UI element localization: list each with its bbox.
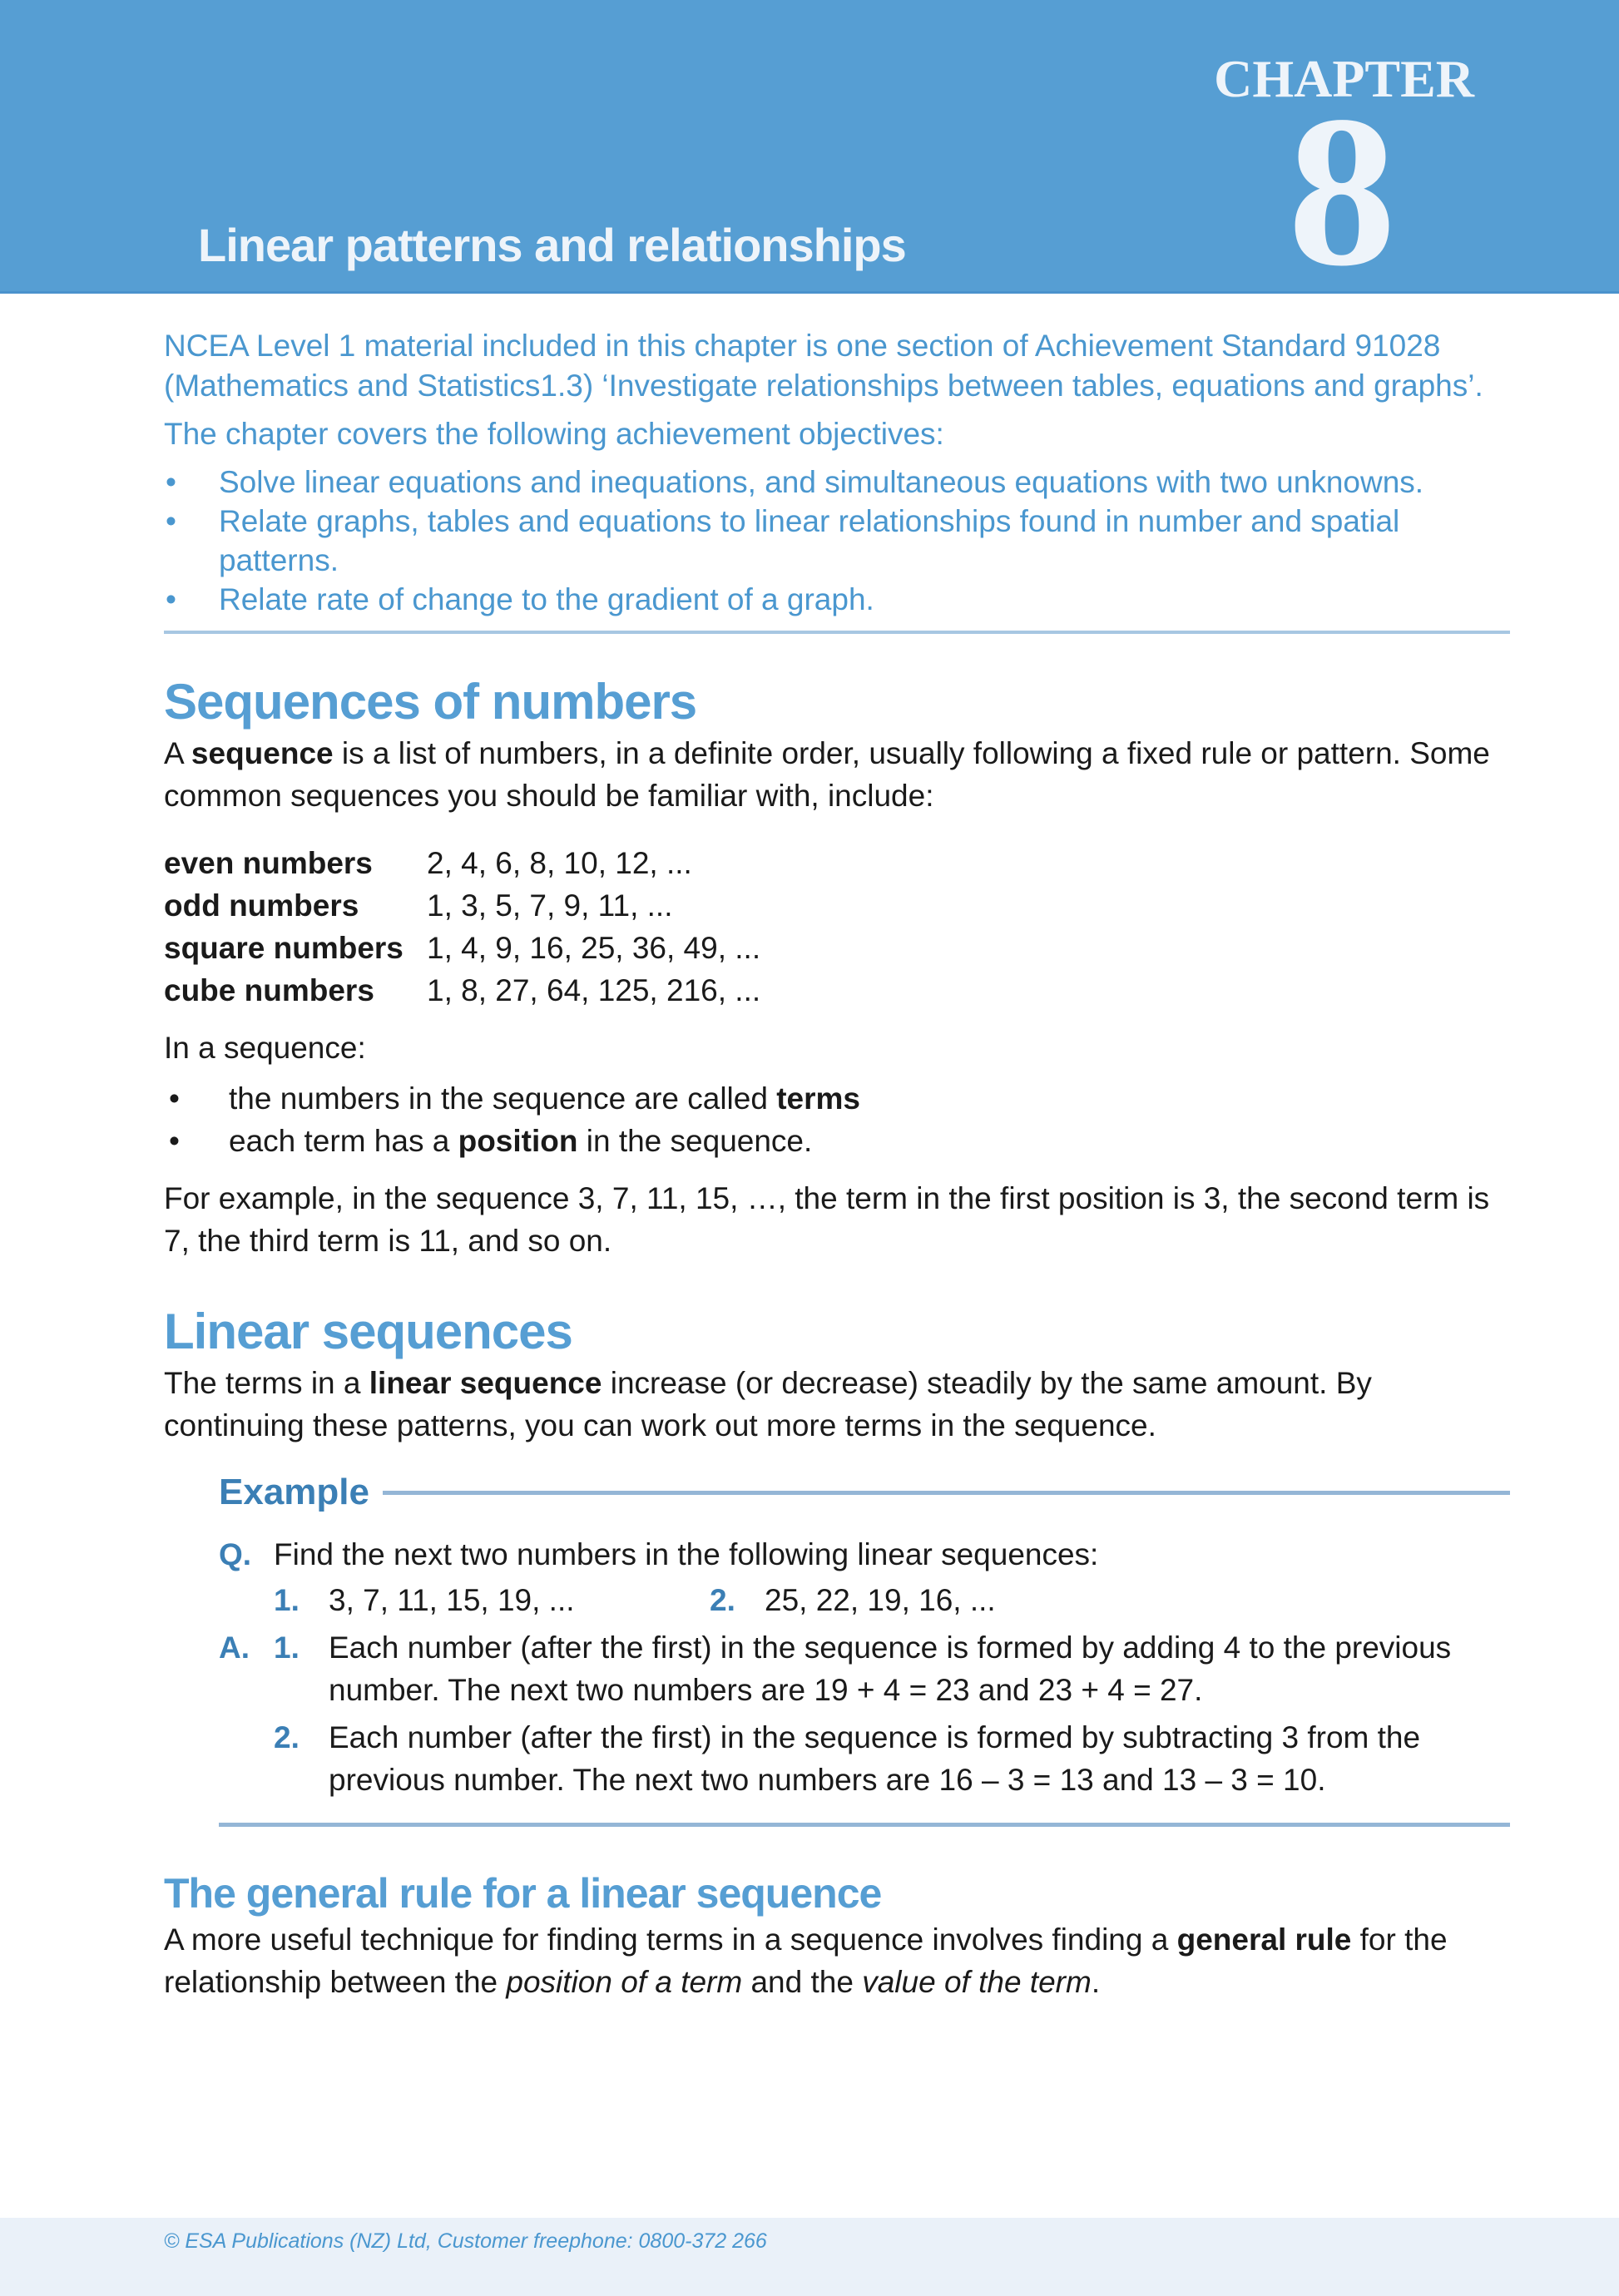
in-a-sequence-label: In a sequence: (164, 1031, 366, 1065)
intro-paragraph: NCEA Level 1 material included in this chapter is one section of Achievement Standard 91028 (Mathematics and Statistics1.3) ‘Investigate relationships between tables, equations and graphs’. (164, 329, 1483, 403)
section-heading-linear: Linear sequences (164, 1304, 572, 1359)
intro-divider (164, 631, 1510, 634)
question-row: Q. Find the next two numbers in the following linear sequences: (219, 1537, 1099, 1571)
bullet-icon: • (169, 1081, 180, 1116)
sequence-definition: A sequence is a list of numbers, in a definite order, usually following a fixed rule or pattern. Some common sequences you should be familiar with, include: (164, 736, 1490, 813)
example-header (219, 1472, 1510, 1513)
chapter-number: 8 (1288, 72, 1396, 311)
bullet-icon: • (166, 504, 176, 538)
sequence-example-text: For example, in the sequence 3, 7, 11, 15, …, the term in the first position is 3, the second term is 7, the third term is 11, and so on. (164, 1181, 1490, 1258)
table-row: cube numbers 1, 8, 27, 64, 125, 216, ... (164, 973, 761, 1007)
example-qa (219, 1531, 1510, 1801)
objective-item: • Relate rate of change to the gradient of a graph. (164, 580, 1510, 619)
table-row: even numbers 2, 4, 6, 8, 10, 12, ... (164, 846, 692, 880)
objectives-list (164, 463, 1510, 619)
copyright-text: © ESA Publications (NZ) Ltd, Customer freephone: 0800-372 266 (164, 2229, 767, 2253)
general-rule-text: A more useful technique for finding terms in a sequence involves finding a general rule for the relationship between the position of a term and the value of the term. (164, 1922, 1448, 1999)
list-item: • each term has a position in the sequence. (164, 1120, 1510, 1162)
linear-section (164, 1362, 1510, 1447)
example-box (219, 1472, 1510, 1827)
page-footer (0, 2218, 1619, 2296)
sequences-section (164, 732, 1510, 1262)
page-content (164, 326, 1510, 2003)
list-item: • the numbers in the sequence are called terms (164, 1077, 1510, 1120)
section-heading-sequences: Sequences of numbers (164, 674, 697, 730)
section-heading-general-rule: The general rule for a linear sequence (164, 1870, 882, 1917)
intro-section (164, 326, 1510, 634)
table-row: odd numbers 1, 3, 5, 7, 9, 11, ... (164, 888, 673, 923)
sequence-points-list (164, 1077, 1510, 1162)
chapter-title: Linear patterns and relationships (198, 219, 906, 271)
example-end-divider (219, 1823, 1510, 1827)
table-row: square numbers 1, 4, 9, 16, 25, 36, 49, ... (164, 931, 761, 965)
bullet-icon: • (169, 1124, 180, 1158)
example-divider (383, 1491, 1510, 1495)
bullet-icon: • (166, 582, 176, 616)
bullet-icon: • (166, 465, 176, 499)
linear-definition: The terms in a linear sequence increase (or decrease) steadily by the same amount. By continuing these patterns, you can work out more terms in the sequence. (164, 1366, 1372, 1442)
common-sequences-table (164, 842, 1510, 1012)
objectives-lead: The chapter covers the following achievement objectives: (164, 417, 944, 451)
general-rule-section (164, 1918, 1510, 2003)
question-parts-row: 1. 3, 7, 11, 15, 19, ... 2. 25, 22, 19, 16, ... (274, 1583, 996, 1617)
chapter-banner (0, 0, 1619, 311)
objective-item: • Solve linear equations and inequations, and simultaneous equations with two unknowns. (164, 463, 1510, 502)
answer-row: A. 1. Each number (after the first) in the sequence is formed by adding 4 to the previous number. The next two numbers are 19 + 4 = 23 and 23 + 4 = 27. (219, 1630, 1452, 1707)
answer-row: 2. Each number (after the first) in the sequence is formed by subtracting 3 from the previous number. The next two numbers are 16 – 3 = 13 and 13 – 3 = 10. (274, 1720, 1421, 1797)
objective-item: • Relate graphs, tables and equations to linear relationships found in number and spatial patterns. (164, 502, 1510, 580)
example-title: Example (219, 1472, 369, 1512)
chapter-label: CHAPTER (1214, 49, 1474, 108)
